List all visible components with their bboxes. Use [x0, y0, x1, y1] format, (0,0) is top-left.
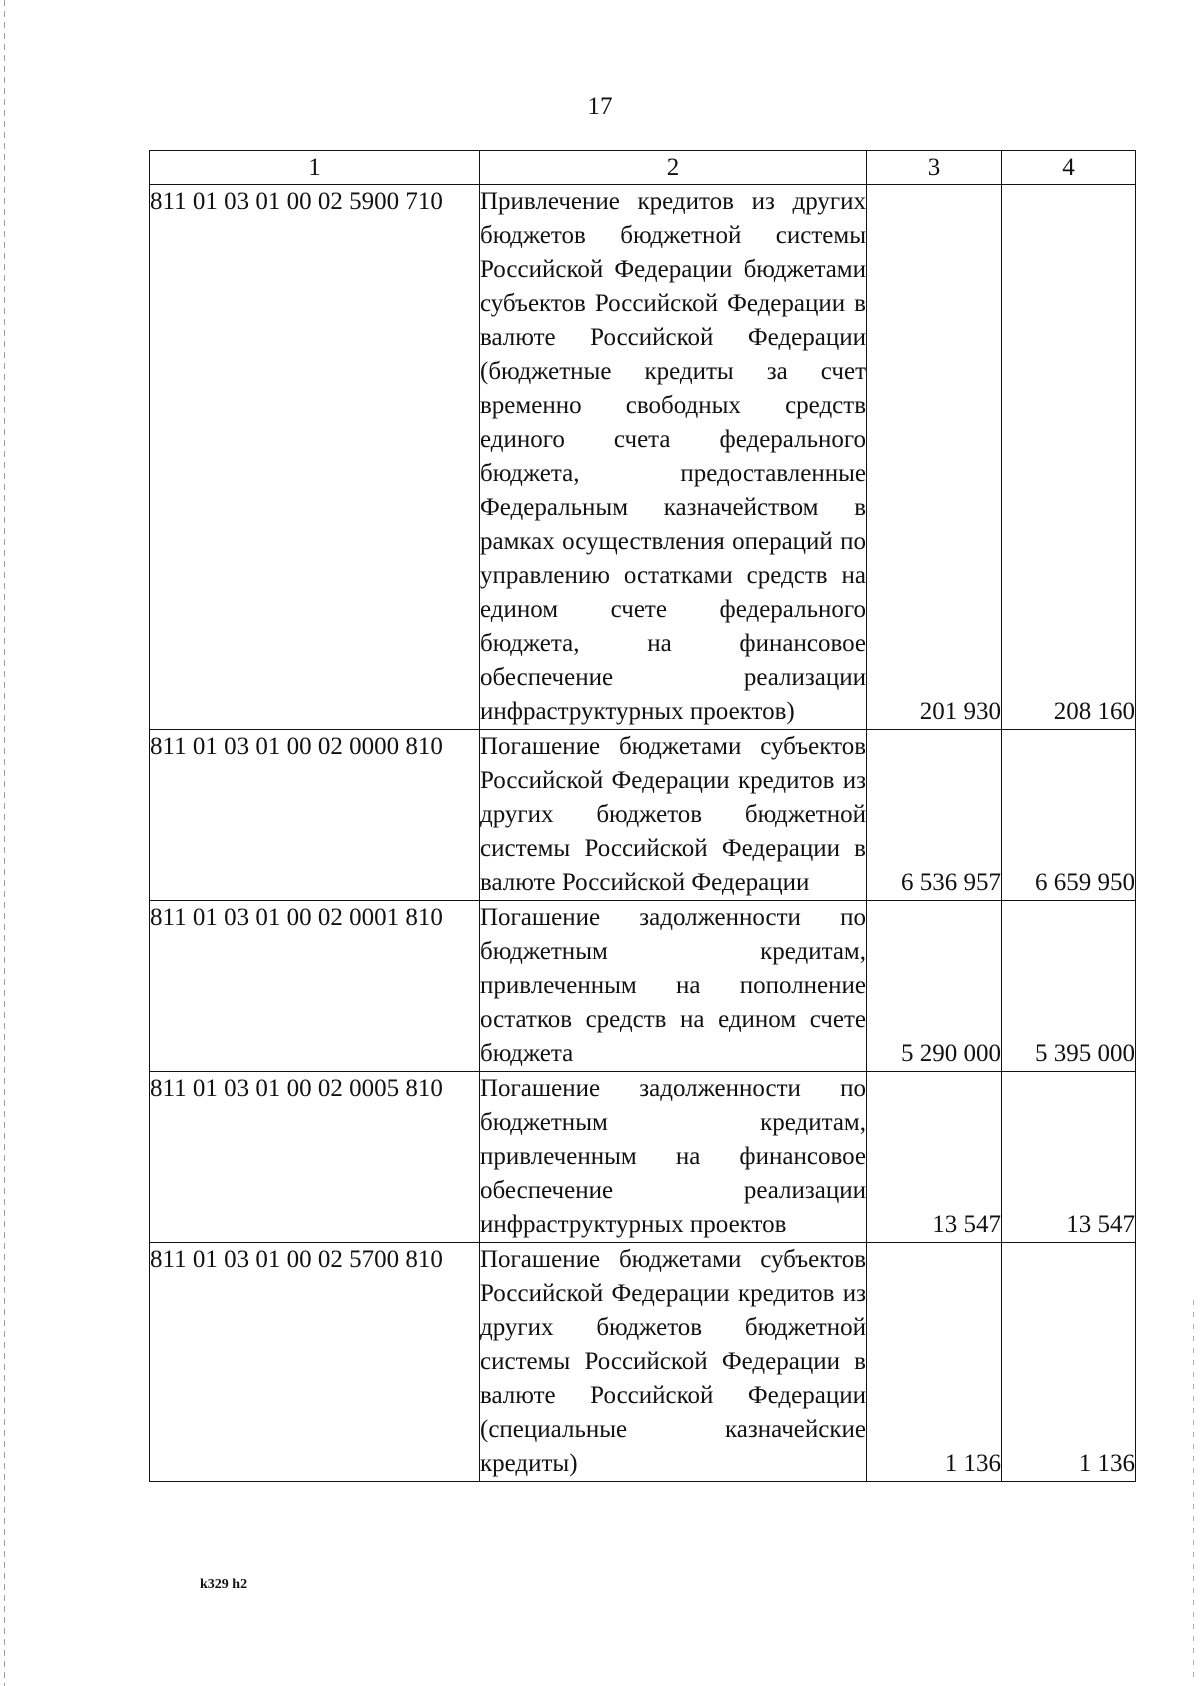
amount-col3-cell: 201 930 [867, 185, 1002, 730]
amount-col4-cell: 1 136 [1002, 1243, 1136, 1482]
scan-edge-right [1193, 1300, 1194, 1680]
scan-edge-left [4, 0, 5, 1686]
amount-col4-cell: 13 547 [1002, 1072, 1136, 1243]
budget-code-cell: 811 01 03 01 00 02 0001 810 [150, 901, 480, 1072]
budget-table [149, 150, 1136, 1482]
amount-col3-cell: 1 136 [867, 1243, 1002, 1482]
description-cell: Погашение бюджетами субъектов Российской Федерации кредитов из других бюджетов бюджетной системы Российской Федерации в валюте Российской Федерации (специальные казначейские кредиты) [480, 1243, 867, 1482]
column-header-1: 1 [150, 151, 480, 185]
amount-col3-cell: 13 547 [867, 1072, 1002, 1243]
amount-col3-cell: 6 536 957 [867, 730, 1002, 901]
amount-col4-cell: 5 395 000 [1002, 901, 1136, 1072]
column-header-2: 2 [480, 151, 867, 185]
column-header-4: 4 [1002, 151, 1136, 185]
description-cell: Погашение задолженности по бюджетным кредитам, привлеченным на пополнение остатков средств на едином счете бюджета [480, 901, 867, 1072]
column-header-3: 3 [867, 151, 1002, 185]
table-row [150, 1243, 1136, 1482]
amount-col3-cell: 5 290 000 [867, 901, 1002, 1072]
amount-col4-cell: 6 659 950 [1002, 730, 1136, 901]
page-number: 17 [587, 93, 613, 120]
table-row [150, 901, 1136, 1072]
description-cell: Погашение бюджетами субъектов Российской Федерации кредитов из других бюджетов бюджетной системы Российской Федерации в валюте Российской Федерации [480, 730, 867, 901]
budget-code-cell: 811 01 03 01 00 02 5700 810 [150, 1243, 480, 1482]
budget-code-cell: 811 01 03 01 00 02 0005 810 [150, 1072, 480, 1243]
description-cell: Привлечение кредитов из других бюджетов бюджетной системы Российской Федерации бюджетами субъектов Российской Федерации в валюте Российской Федерации (бюджетные кредиты за счет временно свободных средств единого счета федерального бюджета, предоставленные Федеральным казначейством в рамках осуществления операций по управлению остатками средств на едином счете федерального бюджета, на финансовое обеспечение реализации инфраструктурных проектов) [480, 185, 867, 730]
description-cell: Погашение задолженности по бюджетным кредитам, привлеченным на финансовое обеспечение реализации инфраструктурных проектов [480, 1072, 867, 1243]
footer-document-code: k329 h2 [200, 1577, 248, 1592]
amount-col4-cell: 208 160 [1002, 185, 1136, 730]
table-row [150, 730, 1136, 901]
table-row [150, 1072, 1136, 1243]
budget-code-cell: 811 01 03 01 00 02 0000 810 [150, 730, 480, 901]
table-row [150, 185, 1136, 730]
table-header-row [150, 151, 1136, 185]
budget-code-cell: 811 01 03 01 00 02 5900 710 [150, 185, 480, 730]
